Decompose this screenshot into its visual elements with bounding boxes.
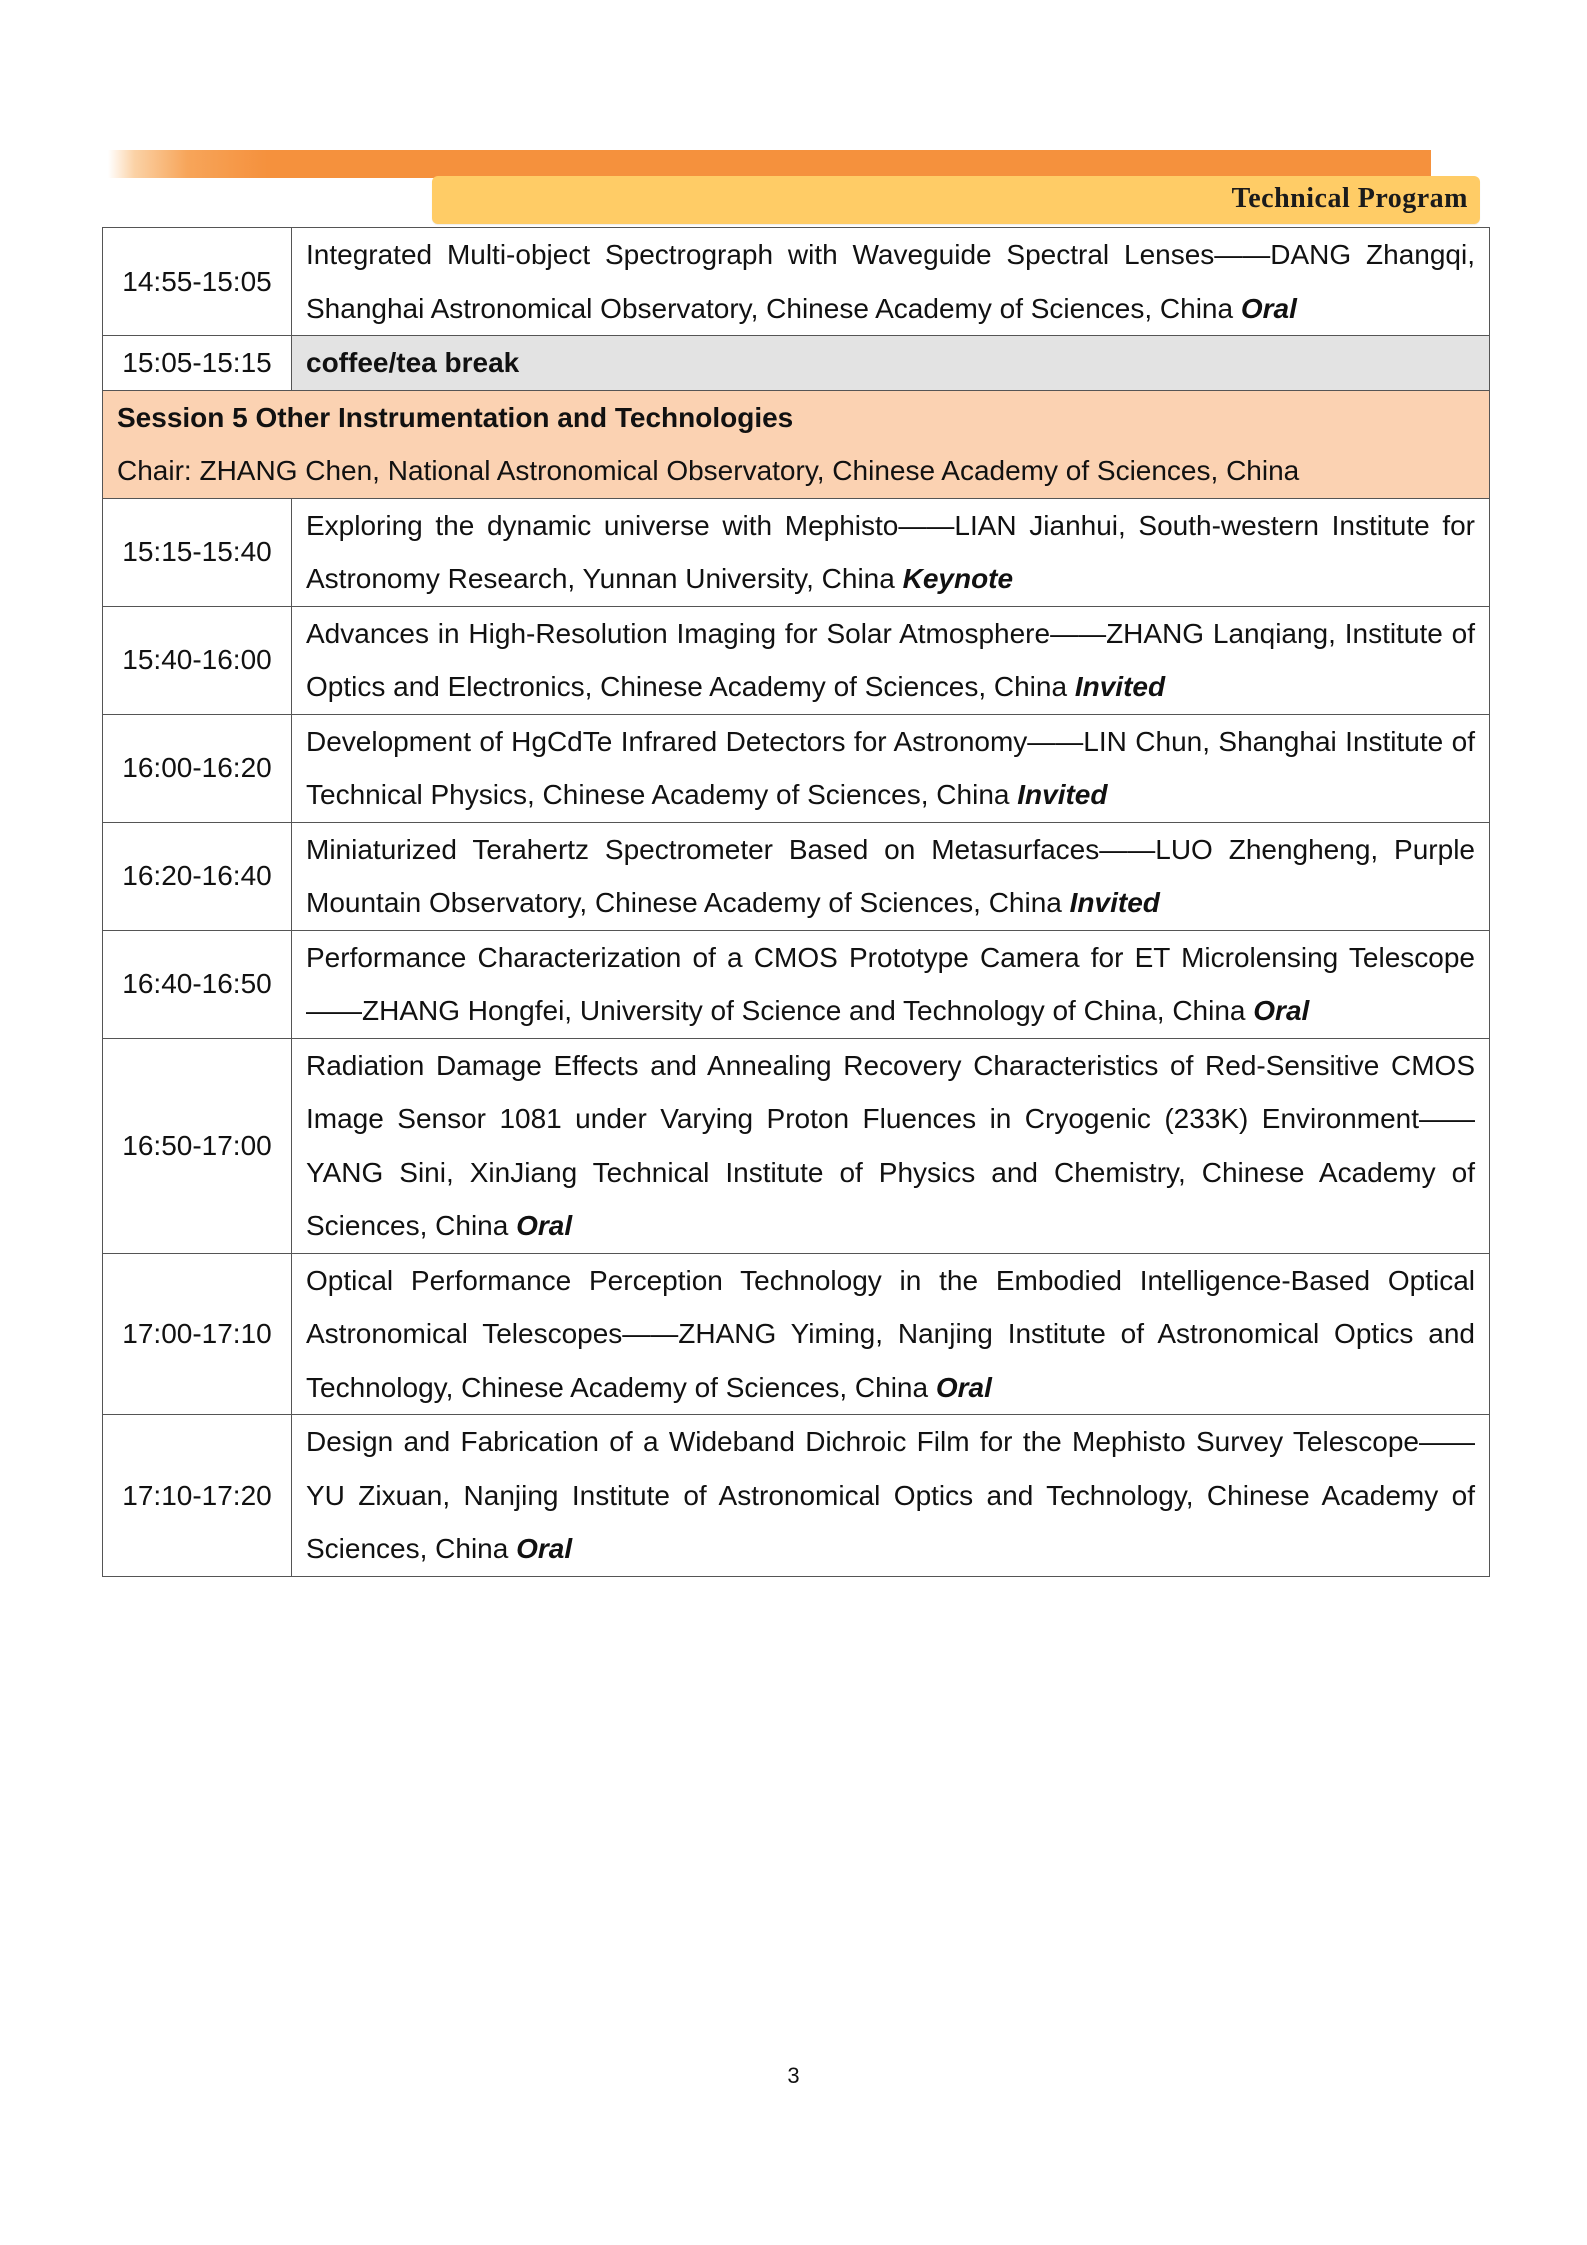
talk-type: Oral — [516, 1533, 573, 1564]
talk-text: Design and Fabrication of a Wideband Dichroic Film for the Mephisto Survey Telescope——YU Zixuan, Nanjing Institute of Astronomical Optics and Technology, Chinese Academy of Sciences, China — [306, 1426, 1475, 1564]
time-cell: 15:05-15:15 — [103, 336, 292, 391]
table-row — [103, 498, 1490, 606]
time-cell: 17:00-17:10 — [103, 1253, 292, 1415]
talk-text: Miniaturized Terahertz Spectrometer Based on Metasurfaces——LUO Zhengheng, Purple Mountain Observatory, Chinese Academy of Sciences, China — [306, 833, 1475, 918]
talk-cell — [292, 822, 1490, 930]
table-row — [103, 1415, 1490, 1577]
break-row — [103, 336, 1490, 391]
talk-type: Oral — [935, 1371, 992, 1403]
header-gradient-bar — [108, 150, 1431, 178]
time-cell: 16:50-17:00 — [103, 1038, 292, 1253]
table-row — [103, 1038, 1490, 1253]
talk-cell — [292, 498, 1490, 606]
talk-cell — [292, 606, 1490, 714]
session-row — [103, 390, 1490, 498]
talk-type: Invited — [1069, 887, 1160, 918]
talk-text: Advances in High-Resolution Imaging for Solar Atmosphere——ZHANG Lanqiang, Institute of Optics and Electronics, Chinese Academy of Sciences, China — [306, 617, 1475, 702]
program-table — [102, 227, 1490, 1577]
talk-type: Invited — [1017, 779, 1108, 810]
time-cell: 16:20-16:40 — [103, 822, 292, 930]
talk-cell — [292, 1415, 1490, 1577]
break-label: coffee/tea break — [292, 336, 1490, 391]
time-cell: 17:10-17:20 — [103, 1415, 292, 1577]
talk-cell — [292, 714, 1490, 822]
talk-text: Development of HgCdTe Infrared Detectors for Astronomy——LIN Chun, Shanghai Institute of Technical Physics, Chinese Academy of Sciences, China — [306, 725, 1475, 810]
talk-text: Radiation Damage Effects and Annealing Recovery Characteristics of Red-Sensitive CMOS Image Sensor 1081 under Varying Proton Fluences in Cryogenic (233K) Environment——YANG Sini, XinJiang Technical Institute of Physics and Chemistry, Chinese Academy of Sciences, China — [306, 1049, 1475, 1241]
time-cell: 15:40-16:00 — [103, 606, 292, 714]
header-tab — [432, 176, 1480, 224]
table-row — [103, 1253, 1490, 1415]
talk-type: Oral — [1240, 292, 1297, 324]
table-row — [103, 822, 1490, 930]
talk-text: Exploring the dynamic universe with Mephisto——LIAN Jianhui, South-western Institute for Astronomy Research, Yunnan University, China — [306, 509, 1475, 594]
talk-text: Integrated Multi-object Spectrograph with Waveguide Spectral Lenses——DANG Zhangqi, Shanghai Astronomical Observatory, Chinese Academy of Sciences, China — [306, 239, 1475, 324]
talk-cell — [292, 930, 1490, 1038]
time-cell: 15:15-15:40 — [103, 498, 292, 606]
talk-text: Performance Characterization of a CMOS Prototype Camera for ET Microlensing Telescope——ZHANG Hongfei, University of Science and Technology of China, China — [306, 941, 1475, 1026]
session-cell — [103, 390, 1490, 498]
table-row — [103, 606, 1490, 714]
header-title: Technical Program — [1231, 183, 1468, 214]
table-row — [103, 930, 1490, 1038]
talk-cell — [292, 1038, 1490, 1253]
talk-cell — [292, 228, 1490, 336]
talk-cell — [292, 1253, 1490, 1415]
time-cell: 16:40-16:50 — [103, 930, 292, 1038]
talk-text: Optical Performance Perception Technology in the Embodied Intelligence-Based Optical Astronomical Telescopes——ZHANG Yiming, Nanjing Institute of Astronomical Optics and Technology, Chinese Academy of Sciences, China — [306, 1264, 1475, 1403]
time-cell: 16:00-16:20 — [103, 714, 292, 822]
session-chair: Chair: ZHANG Chen, National Astronomical Observatory, Chinese Academy of Sciences, China — [117, 455, 1300, 486]
session-title: Session 5 Other Instrumentation and Technologies — [117, 401, 794, 433]
table-row — [103, 714, 1490, 822]
page-number: 3 — [787, 2063, 800, 2088]
talk-type: Invited — [1074, 671, 1166, 702]
time-cell: 14:55-15:05 — [103, 228, 292, 336]
talk-type: Keynote — [902, 563, 1014, 594]
talk-type: Oral — [1253, 995, 1310, 1026]
talk-type: Oral — [516, 1210, 573, 1241]
table-row — [103, 228, 1490, 336]
